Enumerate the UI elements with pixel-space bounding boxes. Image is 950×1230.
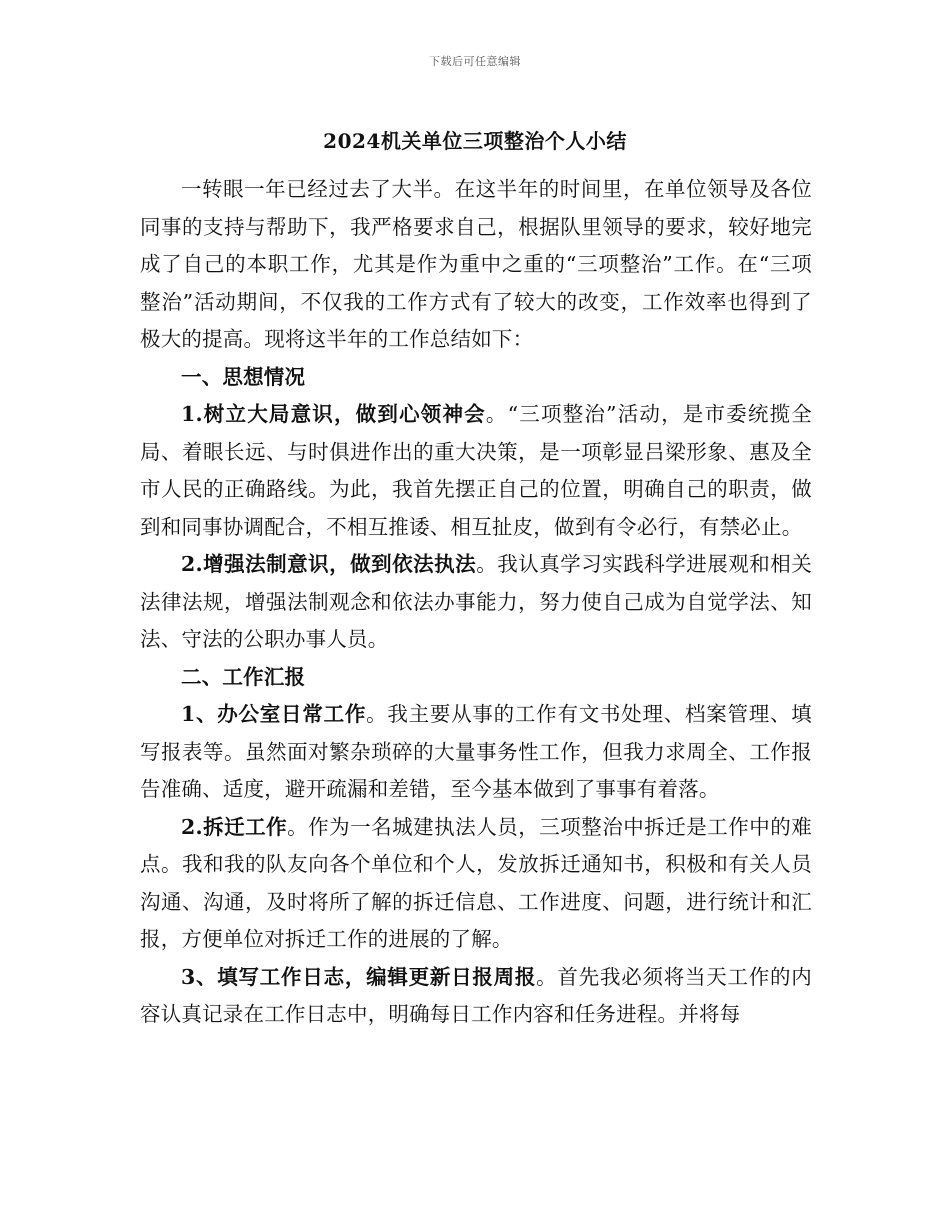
item-paragraph: [140, 396, 812, 546]
item-paragraph: [140, 546, 812, 659]
intro-paragraph: 一转眼一年已经过去了大半。在这半年的时间里，在单位领导及各位同事的支持与帮助下，我严格要求自己，根据队里领导的要求，较好地完成了自己的本职工作，尤其是作为重中之重的“三项整治”工作。在“三项整治”活动期间，不仅我的工作方式有了较大的改变，工作效率也得到了极大的提高。现将这半年的工作总结如下：: [140, 177, 812, 351]
item-text: 。我主要从事的工作有文书处理、档案管理、填写报表等。虽然面对繁杂琐碎的大量事务性工作，但我力求周全、工作报告准确、适度，避开疏漏和差错，至今基本做到了事事有着落。: [140, 702, 812, 801]
item-lead: 3、填写工作日志，编辑更新日报周报: [181, 964, 537, 989]
item-paragraph: [140, 959, 812, 1034]
document-title: 2024机关单位三项整治个人小结: [323, 129, 627, 153]
document-body: [140, 171, 812, 1034]
header-note: 下载后可任意编辑: [429, 55, 521, 68]
section-heading-thought: 一、思想情况: [181, 364, 306, 389]
item-text: 。作为一名城建执法人员，三项整治中拆迁是工作中的难点。我和我的队友向各个单位和个人，发放拆迁通知书，积极和有关人员沟通、沟通，及时将所了解的拆迁信息、工作进度、问题，进行统计和汇报，方便单位对拆迁工作的进展的了解。: [140, 814, 812, 951]
item-paragraph: [140, 809, 812, 959]
item-text: 。“三项整治”活动，是市委统揽全局、着眼长远、与时俱进作出的重大决策，是一项彰显吕梁形象、惠及全市人民的正确路线。为此，我首先摆正自己的位置，明确自己的职责，做到和同事协调配合，不相互推诿、相互扯皮，做到有令必行，有禁必止。: [140, 402, 812, 539]
item-lead: 1、办公室日常工作: [181, 702, 367, 726]
item-text: 。首先我必须将当天工作的内容认真记录在工作日志中，明确每日工作内容和任务进程。并将每: [140, 964, 812, 1026]
item-lead: 2.增强法制意识，做到依法执法: [181, 552, 477, 576]
item-paragraph: [140, 696, 812, 809]
item-lead: 2.拆迁工作: [181, 814, 288, 839]
item-lead: 1.树立大局意识，做到心领神会: [181, 402, 486, 426]
item-text: 。我认真学习实践科学进展观和相关法律法规，增强法制观念和依法办事能力，努力使自己成为自觉学法、知法、守法的公职办事人员。: [140, 552, 813, 651]
section-heading-work-report: 二、工作汇报: [181, 664, 306, 689]
